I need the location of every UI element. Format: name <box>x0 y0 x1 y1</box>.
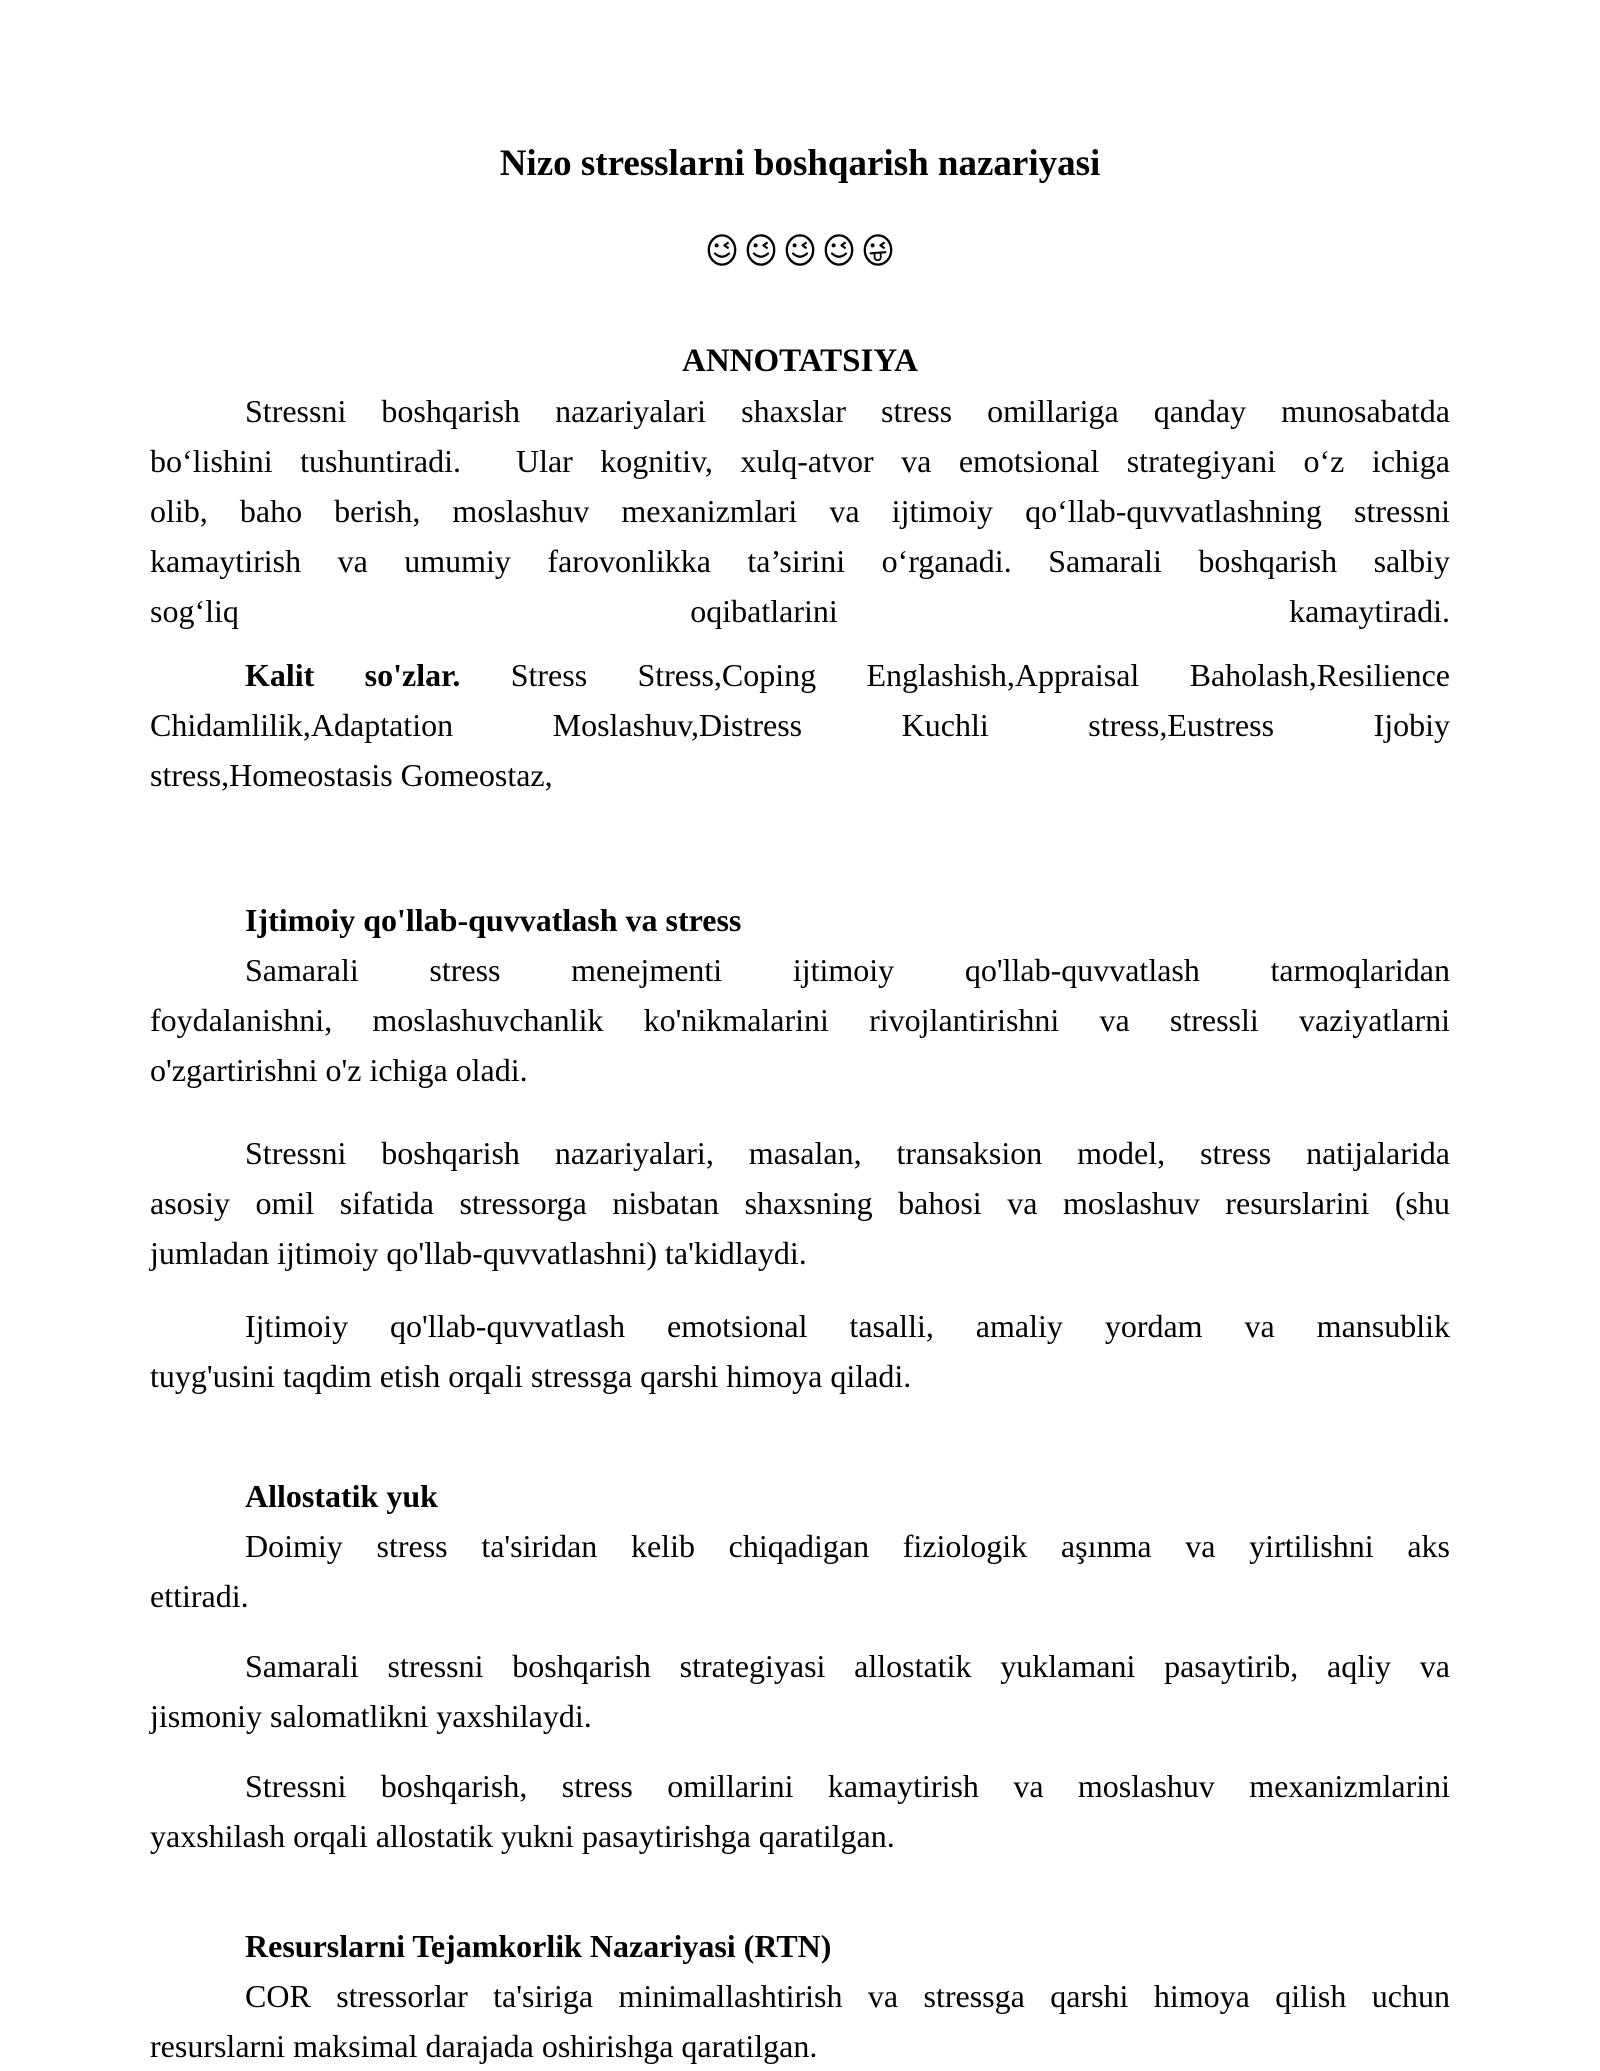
keywords-text: Stress Stress,Coping Englashish,Appraisal Baholash,Resilience <box>510 657 1451 693</box>
text-line: Ijtimoiy qo'llab-quvvatlash emotsional tasalli, amaliy yordam va mansublik <box>245 1308 1450 1344</box>
body-paragraph <box>150 1971 1450 2071</box>
text-line: Samarali stress menejmenti ijtimoiy qo'llab-quvvatlash tarmoqlaridan <box>245 952 1450 988</box>
text-line: Chidamlilik,Adaptation Moslashuv,Distress Kuchli stress,Eustress Ijobiy <box>150 707 1450 743</box>
text-line <box>150 650 1450 700</box>
section-heading-cor-theory: Resurslarni Tejamkorlik Nazariyasi (RTN) <box>245 1928 832 1964</box>
text-line: COR stressorlar ta'siriga minimallashtirish va stressga qarshi himoya qilish uchun <box>245 1978 1450 2014</box>
text-line: Samarali stressni boshqarish strategiyasi allostatik yuklamani pasaytirib, aqliy va <box>245 1648 1450 1684</box>
section-heading-social-support: Ijtimoiy qo'llab-quvvatlash va stress <box>245 902 742 938</box>
winking-smiley-icon <box>822 233 856 267</box>
text-line: o'zgartirishni o'z ichiga oladi. <box>150 1052 528 1088</box>
text-line: sog‘liq oqibatlarini kamaytiradi. <box>150 593 1450 629</box>
text-line: Doimiy stress ta'siridan kelib chiqadigan fiziologik aşınma va yirtilishni aks <box>245 1528 1450 1564</box>
text-line: tuyg'usini taqdim etish orqali stressga qarshi himoya qiladi. <box>150 1358 912 1394</box>
text-line: Stressni boshqarish nazariyalari, masalan, transaksion model, stress natijalarida <box>245 1135 1450 1171</box>
text-line: jismoniy salomatlikni yaxshilaydi. <box>150 1698 592 1734</box>
winking-smiley-icon <box>744 233 778 267</box>
text-line: olib, baho berish, moslashuv mexanizmlari va ijtimoiy qo‘llab-quvvatlashning stressni <box>150 493 1450 529</box>
annotation-heading: ANNOTATSIYA <box>682 343 918 379</box>
text-line: asosiy omil sifatida stressorga nisbatan shaxsning bahosi va moslashuv resurslarini (shu <box>150 1185 1450 1221</box>
keywords-label: Kalit so'zlar. <box>245 657 461 693</box>
text-line: Stressni boshqarish, stress omillarini kamaytirish va moslashuv mexanizmlarini <box>245 1768 1450 1804</box>
body-paragraph <box>150 1301 1450 1401</box>
text-line: ettiradi. <box>150 1578 249 1614</box>
body-paragraph <box>150 945 1450 1095</box>
section-heading-allostatic-load: Allostatik yuk <box>245 1478 438 1514</box>
text-line: stress,Homeostasis Gomeostaz, <box>150 757 553 793</box>
body-paragraph <box>150 1128 1450 1278</box>
text-line: jumladan ijtimoiy qo'llab-quvvatlashni) ta'kidlaydi. <box>150 1235 807 1271</box>
text-line: kamaytirish va umumiy farovonlikka ta’sirini o‘rganadi. Samarali boshqarish salbiy <box>150 543 1450 579</box>
page-title: Nizo stresslarni boshqarish nazariyasi <box>499 143 1101 184</box>
text-line: bo‘lishini tushuntiradi. Ular kognitiv, xulq-atvor va emotsional strategiyani o‘z ichiga <box>150 443 1450 479</box>
text-line: Stressni boshqarish nazariyalari shaxslar stress omillariga qanday munosabatda <box>245 393 1450 429</box>
smiley-row <box>150 225 1450 275</box>
winking-smiley-icon <box>783 233 817 267</box>
body-paragraph <box>150 1521 1450 1621</box>
tongue-smiley-icon <box>861 233 895 267</box>
annotation-paragraph <box>150 386 1450 636</box>
text-line: foydalanishni, moslashuvchanlik ko'nikmalarini rivojlantirishni va stressli vaziyatlarni <box>150 1002 1450 1038</box>
text-line: yaxshilash orqali allostatik yukni pasaytirishga qaratilgan. <box>150 1818 895 1854</box>
body-paragraph <box>150 1641 1450 1741</box>
winking-smiley-icon <box>705 233 739 267</box>
text-line: resurslarni maksimal darajada oshirishga qaratilgan. <box>150 2028 818 2064</box>
body-paragraph <box>150 1761 1450 1861</box>
keywords-paragraph <box>150 650 1450 800</box>
